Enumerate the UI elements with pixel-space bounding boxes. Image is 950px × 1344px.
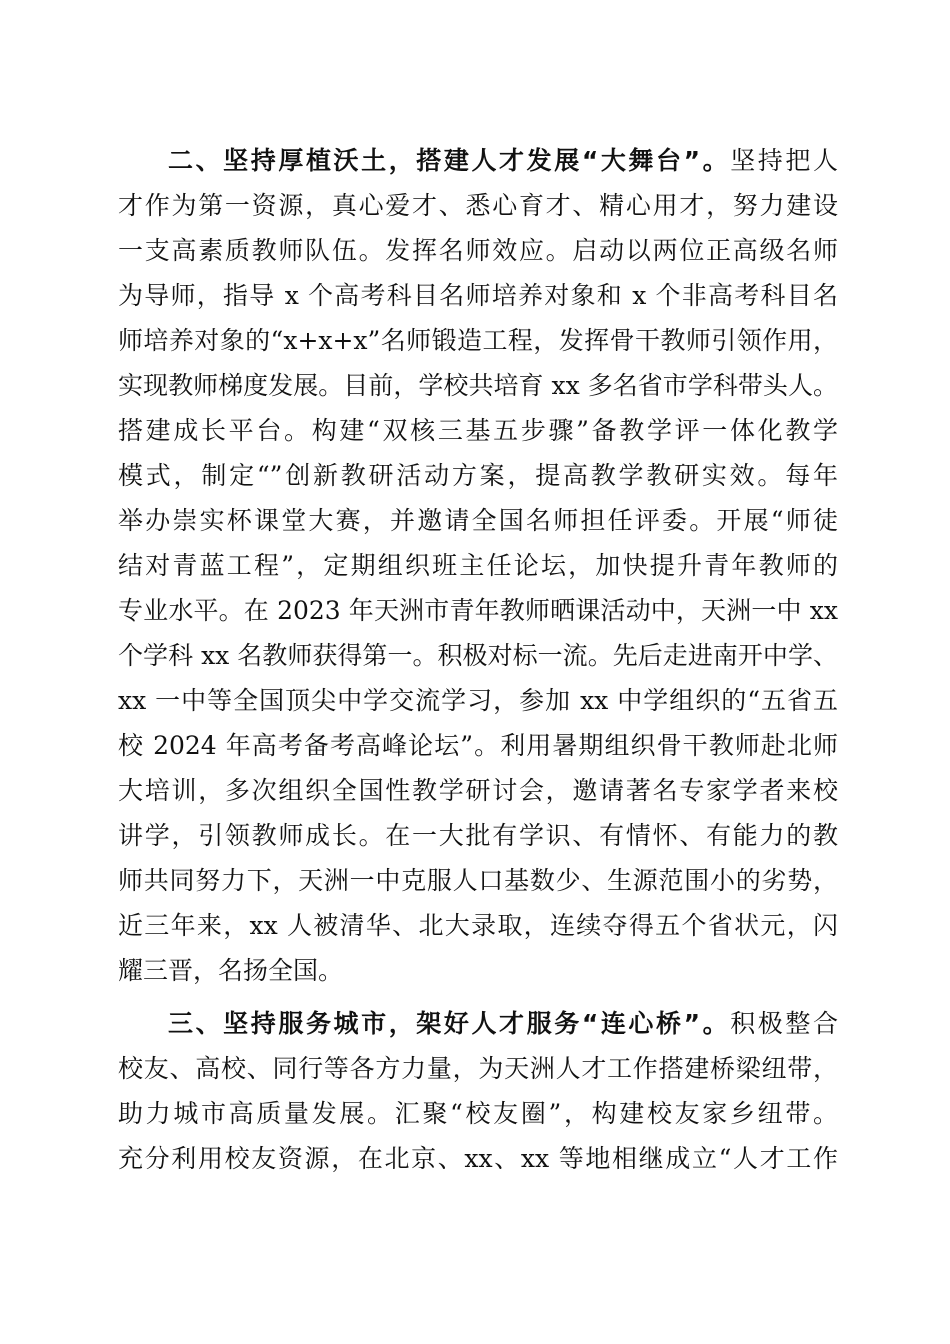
paragraph-line: 师共同努力下，天洲一中克服人口基数少、生源范围小的劣势，	[118, 866, 838, 895]
paragraph-line: 个学科 xx 名教师获得第一。积极对标一流。先后走进南开中学、	[118, 641, 838, 670]
paragraph-line: 为导师，指导 x 个高考科目名师培养对象和 x 个非高考科目名	[118, 281, 838, 310]
paragraph-line: 实现教师梯度发展。目前，学校共培育 xx 多名省市学科带头人。	[118, 371, 838, 400]
paragraph-line: 专业水平。在 2023 年天洲市青年教师晒课活动中，天洲一中 xx	[118, 596, 838, 625]
paragraph-line: 一支高素质教师队伍。发挥名师效应。启动以两位正高级名师	[118, 236, 838, 265]
paragraph-line: 结对青蓝工程”，定期组织班主任论坛，加快提升青年教师的	[118, 551, 838, 580]
paragraph-line: 大培训，多次组织全国性教学研讨会，邀请著名专家学者来校	[118, 776, 838, 805]
paragraph-line: 充分利用校友资源，在北京、xx、xx 等地相继成立“人才工作	[118, 1144, 838, 1173]
paragraph-line: 坚持把人	[730, 146, 838, 175]
paragraph-line: 校 2024 年高考备考高峰论坛”。利用暑期组织骨干教师赴北师	[118, 731, 838, 760]
paragraph-line: 积极整合	[730, 1009, 838, 1038]
paragraph-line: 才作为第一资源，真心爱才、悉心育才、精心用才，努力建设	[118, 191, 838, 220]
paragraph-line: 校友、高校、同行等各方力量，为天洲人才工作搭建桥梁纽带，	[118, 1054, 838, 1083]
paragraph-line: 助力城市高质量发展。汇聚“校友圈”，构建校友家乡纽带。	[118, 1099, 838, 1128]
paragraph-line: 讲学，引领教师成长。在一大批有学识、有情怀、有能力的教	[118, 821, 838, 850]
paragraph-line: 模式，制定“”创新教研活动方案，提高教学教研实效。每年	[118, 461, 838, 490]
section-2-heading: 二、坚持厚植沃土，搭建人才发展“大舞台”。	[168, 146, 731, 175]
paragraph-line: xx 一中等全国顶尖中学交流学习，参加 xx 中学组织的“五省五	[118, 686, 838, 715]
section-3-heading: 三、坚持服务城市，架好人才服务“连心桥”。	[168, 1009, 731, 1038]
paragraph-line: 举办崇实杯课堂大赛，并邀请全国名师担任评委。开展“师徒	[118, 506, 838, 535]
body-text	[118, 138, 838, 1181]
paragraph-line: 近三年来，xx 人被清华、北大录取，连续夺得五个省状元，闪	[118, 911, 838, 940]
paragraph-line: 耀三晋，名扬全国。	[118, 956, 344, 985]
paragraph-line: 搭建成长平台。构建“双核三基五步骤”备教学评一体化教学	[118, 416, 838, 445]
paragraph-gap	[118, 993, 838, 1001]
section-3-first-line	[118, 1001, 838, 1046]
paragraph-line: 师培养对象的“x+x+x”名师锻造工程，发挥骨干教师引领作用，	[118, 326, 838, 355]
section-2-first-line	[118, 138, 838, 183]
